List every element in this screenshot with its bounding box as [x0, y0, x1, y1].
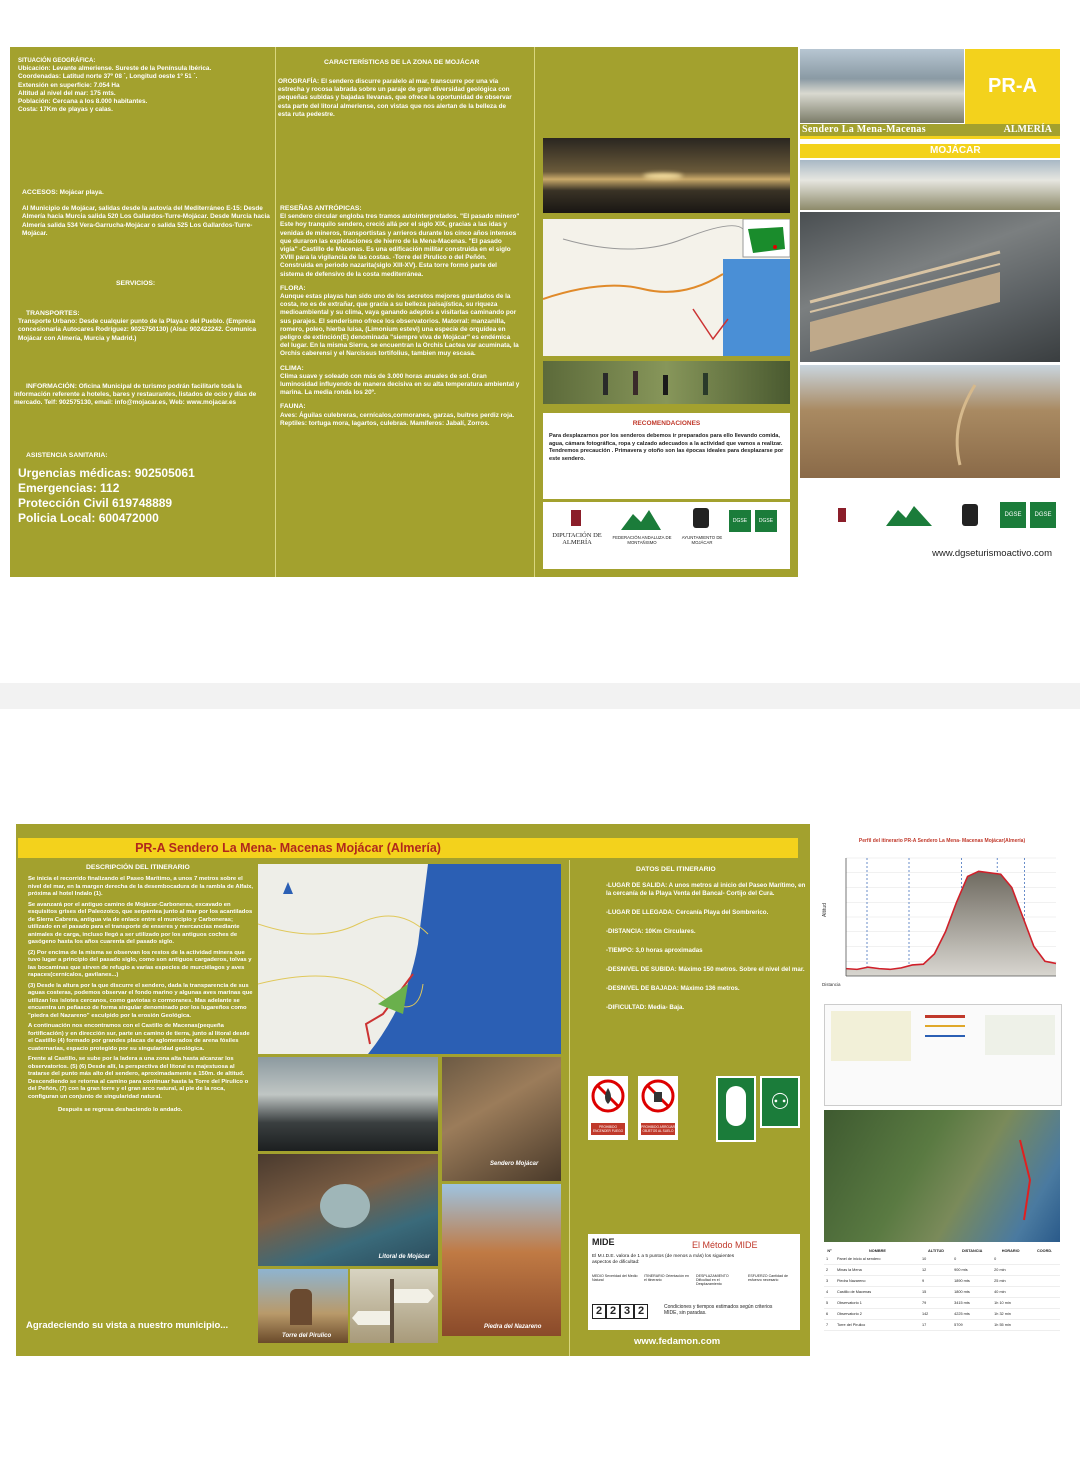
desc-body — [28, 876, 254, 1115]
fold-line — [534, 47, 535, 577]
mide-scores — [592, 1304, 648, 1319]
table-cell: 10 — [920, 1254, 952, 1265]
desc-paragraph: Después se regresa deshaciendo lo andado. — [58, 1107, 183, 1113]
desc-paragraph: Se avanzará por el antiguo camino de Mojácar-Carboneras, excavado en esquisitos grises del Paleozoico, que serpentea junto al mar por los acantilados de Sierra Cabrera, antigua vía de enlace entre el municipio y Carboneras; utilizado en el pasado para el transporte de enseres y mercancías mediante animales de carga, incluso llegó a ser utilizado por los antiguos coches de gasógeno hasta los años cuarenta del pasado siglo. — [28, 901, 253, 945]
ayto-shield-icon — [693, 508, 709, 528]
brochure-outer-side — [10, 47, 1052, 577]
table-cell: Observatorio 2 — [835, 1309, 920, 1320]
legend-block — [831, 1011, 911, 1061]
table-header: DISTANCIA — [961, 1249, 983, 1253]
cover-pra-box — [965, 49, 1060, 124]
cover-coast-photo — [800, 160, 1060, 210]
mide-criterion: ITINERARIO Orientación en el itinerario — [644, 1274, 689, 1283]
table-header: HORARIO — [1001, 1249, 1020, 1253]
table-cell: Piedra Nazareno — [835, 1276, 920, 1287]
hiker — [633, 371, 638, 395]
dgse-logo: DGSE — [729, 510, 751, 532]
table-row — [824, 1309, 1060, 1320]
table-cell — [1029, 1320, 1060, 1331]
route-map-svg — [258, 864, 561, 1054]
location-map-svg — [543, 219, 790, 356]
table-cell: 1 — [824, 1254, 835, 1265]
table-cell: 15 — [920, 1287, 952, 1298]
signpost-arrow — [352, 1311, 390, 1325]
fauna-text: Aves: Águilas culebreras, cernícalos,cormoranes, garzas, buitres perdiz roja. Reptiles: tortuga mora, lagartos, culebras. Mamíferos: Jabalí, Zorros. — [280, 411, 515, 427]
table-cell: 1h 32 min — [992, 1309, 1029, 1320]
rock-arch — [320, 1184, 370, 1228]
recom-title: RECOMENDACIONES — [632, 420, 701, 427]
desc-paragraph: (2) Por encima de la misma se observan los restos de la actividad minera que tuvo lugar a principio del pasado siglo, como son antiguos cargaderos, tolvas y las bocaminas que sirven de refugio a varias especies de murciélagos y aves rapaces(cernícalos, gavilanes...) — [28, 949, 252, 978]
geo-line: Ubicación: Levante almeriense. Sureste de la Península Ibérica. — [18, 65, 212, 73]
page2-header: PR-A Sendero La Mena- Macenas Mojácar (Almería) — [135, 841, 441, 855]
photo-label: Sendero Mojácar — [490, 1161, 539, 1167]
diputacion-shield-icon — [571, 510, 581, 526]
pr-marker-icon — [716, 1076, 756, 1142]
datos-line: -DISTANCIA: 10Km Circulares. — [606, 928, 696, 935]
caract-title: CARACTERÍSTICAS DE LA ZONA DE MOJÁCAR — [324, 59, 480, 66]
fold-line — [275, 47, 276, 577]
profile-panel — [816, 832, 1068, 1352]
route-map — [258, 864, 561, 1054]
location-map — [543, 219, 790, 356]
table-cell: 4225 mts — [952, 1309, 992, 1320]
cover-logos — [800, 480, 1060, 575]
photo-label: Torre del Pirulico — [282, 1333, 332, 1339]
marker-shape — [726, 1086, 746, 1126]
datos-line: -DESNIVEL DE SUBIDA: Máximo 150 metros. Sobre el nivel del mar. — [606, 966, 805, 973]
mide-score: 2 — [606, 1304, 620, 1319]
informacion-title: INFORMACIÓN: — [26, 383, 77, 390]
resenas-text: El sendero circular engloba tres tramos autointerpretados. "El pasado minero" Este hoy tranquilo sendero, creció allá por el siglo XIX, gracias a las idas y venidas de mineros, transportistas y arrieros durante los cinco años intensos que duraron las explotaciones de hierro de la Mena-Macenas. "El pasado vigía" -Castillo de Macenas. Es una edificación militar construida en el siglo XVIII para la vigilancia de las costas. -Torre del Pirulico o del Peñón. Construida en periodo nazarita(siglo XIII-XV). Esta torre formó parte del sistema de defensivo de la costa mediterránea. — [280, 213, 520, 278]
path-svg — [800, 365, 1060, 478]
emergency-line: Policia Local: 600472000 — [18, 511, 159, 525]
road-line — [563, 226, 743, 249]
desc-paragraph: (3) Desde la altura por la que discurre el sendero, dada la transparencia de sus aguas costeras, podemos observar el fondo marino y algunas aves marinas que utilizan los islotes cercanos, como gaviotas o cormoranes. Mas adelante se encuentra un peñasco de forma singular denominado por los lugareños como "piedra del Nazareno" esculpido por la erosión Geológica. — [28, 982, 253, 1019]
hiker — [703, 373, 708, 395]
emergencias-list — [18, 466, 268, 526]
walkers-icon: ⚇ — [760, 1076, 800, 1128]
sign-label: PROHIBIDO ENCENDER FUEGO — [592, 1125, 624, 1133]
table-cell: 3415 mts — [952, 1298, 992, 1309]
x-axis-label: Distancia — [822, 982, 841, 987]
table-row — [824, 1298, 1060, 1309]
emergency-line: Urgencias médicas: 902505061 — [18, 466, 195, 480]
datos-line: -DESNIVEL DE BAJADA: Máximo 136 metros. — [606, 985, 740, 992]
recommendations-box — [543, 413, 790, 499]
table-cell: Torre del Pirulico — [835, 1320, 920, 1331]
map-sea — [368, 864, 561, 1054]
geo-title: SITUACIÓN GEOGRÁFICA: — [18, 58, 96, 64]
accesos-section — [22, 189, 272, 238]
transportes-section — [18, 310, 268, 343]
cover-town-photo — [800, 49, 964, 123]
table-cell: 0 — [992, 1254, 1029, 1265]
datos-list — [606, 882, 806, 1012]
desc-paragraph: Se inicia el recorrido finalizando el Paseo Marítimo, a unos 7 metros sobre el nivel del mar, en la margen derecha de la desembocadura de la rambla de Alfaix, próxima al hotel Indalo (1). — [28, 876, 254, 897]
mide-score: 2 — [634, 1304, 648, 1319]
servicios-title: SERVICIOS: — [116, 280, 156, 287]
table-cell: 17 — [920, 1320, 952, 1331]
bridge-svg — [800, 212, 1060, 362]
table-row — [824, 1287, 1060, 1298]
road-line — [543, 274, 723, 299]
table-cell: 1800 mts — [952, 1287, 992, 1298]
emergency-line: Protección Civil 619748889 — [18, 496, 173, 510]
table-cell: Minas la Mena — [835, 1265, 920, 1276]
mide-logo: MIDE — [592, 1237, 615, 1247]
geo-line: Extensión en superficie: 7.054 Ha — [18, 81, 120, 89]
fold-line — [569, 860, 570, 1356]
table-cell: 1890 mts — [952, 1276, 992, 1287]
hikers-svg — [543, 361, 790, 404]
cover-bridge-photo — [800, 212, 1060, 362]
photo-label: Litoral de Mojácar — [378, 1254, 430, 1260]
emergency-line: Emergencias: 112 — [18, 481, 120, 495]
table-cell: 25 min — [992, 1276, 1029, 1287]
table-cell: 1h 10 min — [992, 1298, 1029, 1309]
cover-yellow-rule — [800, 136, 1060, 139]
legend-line — [925, 1015, 965, 1018]
table-row — [824, 1276, 1060, 1287]
table-row — [824, 1254, 1060, 1265]
fauna-title: FAUNA: — [280, 403, 306, 411]
cover-pra: PR-A — [988, 75, 1037, 97]
table-cell: 6 — [824, 1309, 835, 1320]
signpost-svg — [350, 1269, 438, 1343]
legend-block — [985, 1015, 1055, 1055]
table-body — [824, 1254, 1060, 1331]
satellite-route-svg — [824, 1110, 1060, 1242]
north-arrow-icon — [283, 882, 293, 894]
clima-title: CLIMA: — [280, 364, 304, 372]
y-axis-label: Altitud — [822, 903, 828, 917]
cover-path-photo — [800, 365, 1060, 478]
table-cell — [1029, 1309, 1060, 1320]
mide-criterion: MEDIO Severidad del Medio Natural — [592, 1274, 638, 1283]
sanitaria-title: ASISTENCIA SANITARIA: — [26, 452, 108, 459]
fedamon-link[interactable]: www.fedamon.com — [634, 1336, 721, 1347]
table-cell: Castillo de Macenas — [835, 1287, 920, 1298]
mide-intro: El M.I.D.E. valora de 1 a 5 puntos (de menos a más) los siguientes aspectos de dificultad: — [592, 1254, 735, 1265]
table-cell: 4 — [824, 1287, 835, 1298]
legend-line — [925, 1025, 965, 1027]
elevation-profile-chart — [820, 850, 1064, 1000]
datos-line: -DIFICULTAD: Media- Baja. — [606, 1004, 685, 1011]
table-cell: 79 — [920, 1298, 952, 1309]
desc-paragraph: Frente al Castillo, se sube por la ladera a una zona alta hasta alcanzar los observatorios. (5) (6) Desde allí, la perspectiva del litoral es majestuosa al tratarse del punto más alto del sendero, aproximadamente a 150m. de altitud. Descendiendo se retorna al camino para continuar hasta la Torre del Pirulico o del Peñón, (7) con la gran torre y el gran arco natural, al pie de la roca, configuran un conjunto de singularidad natural. — [28, 1056, 249, 1100]
partner-logos — [543, 502, 790, 569]
geo-line: Coordenadas: Latitud norte 37º 08 ´, Longitud oeste 1º 51 ´. — [18, 73, 198, 81]
hiker — [603, 373, 608, 395]
nazareno-photo — [442, 1184, 561, 1336]
desc-title: DESCRIPCIÓN DEL ITINERARIO — [86, 864, 190, 871]
table-cell: 3 — [824, 1276, 835, 1287]
accesos-text: Al Municipio de Mojácar, salidas desde la autovía del Mediterráneo E-15: Desde Almería hacia Murcia salida 520 Los Gallardos-Turre-Mojácar. Desde Murcia hacia Almería salida 534 Vera-Garrucha-Mojácar o salida 525 Los Gallardos-Turre-Mojácar. — [22, 205, 270, 237]
no-fire-icon — [588, 1076, 628, 1116]
geo-line: Altitud al nivel del mar: 175 mts. — [18, 89, 116, 97]
flora-title: FLORA: — [280, 284, 306, 292]
table-cell: Panel de inicio al sendero — [835, 1254, 920, 1265]
table-row — [824, 1265, 1060, 1276]
table-cell — [1029, 1254, 1060, 1265]
informacion-text: Oficina Municipal de turismo podrán facilitarle toda la información referente a hoteles, bares y restaurantes, listados de ocio y días de mercado. Telf: 902575130, email: info@mojacar.es, Web: www.mojacar.es — [14, 383, 257, 407]
thanks-text: Agradeciendo su vista a nuestro municipio... — [26, 1320, 229, 1331]
accesos-title: ACCESOS: — [22, 189, 58, 196]
flora-text: Aunque estas playas han sido uno de los secretos mejores guardados de la costa, no es de extrañar, que gracia a su belleza paisajística, su riqueza medioambiental y su clima, vaya ganando adeptos a visitarlas caminando por sus parajes. El senderismo ofrece los observatorios. Matorral: manzanilla, romero, poleo, hierba luisa, (Limonium estevi) una especie de orquídea en peligro de extinción(E) denominada "siempre viva de Mojácar" es endémica del lugar. En la misma Sierra, se encuentran la Orchis Lactea var acuminata, la Orchis caberensi y el Narcissus tortifolius, tambien muy escasa. — [280, 293, 519, 358]
table-header: Nº — [827, 1249, 832, 1253]
page2-header-bar — [18, 838, 798, 858]
datos-line: -LUGAR DE LLEGADA: Cercanía Playa del Sombrerico. — [606, 909, 769, 916]
cover-title: Sendero La Mena-Macenas — [802, 124, 926, 135]
transportes-text: Transporte Urbano: Desde cualquier punto de la Playa o del Pueblo. (Empresa concesionaria Autocares Rodríguez: 9025750130) (Alsa: 902422242. Comunica Mojácar con Almería, Murcia y Madrid.) — [18, 318, 257, 342]
mide-criterion: ESFUERZO Cantidad de esfuerzo necesario — [748, 1274, 788, 1283]
table-cell: 0 — [952, 1254, 992, 1265]
sign-label: PROHIBIDO ARROJAR OBJETOS AL SUELO — [641, 1125, 675, 1133]
arch-photo — [258, 1154, 438, 1266]
mide-criteria — [592, 1274, 798, 1287]
hikers-photo — [543, 361, 790, 404]
hiker — [663, 375, 668, 395]
table-cell: 12 — [920, 1265, 952, 1276]
diputacion-shield-icon — [838, 508, 846, 522]
mide-score: 2 — [592, 1304, 606, 1319]
table-cell — [1029, 1265, 1060, 1276]
sea-area — [723, 259, 790, 356]
satellite-image — [824, 1110, 1060, 1242]
table-cell: 7 — [824, 1320, 835, 1331]
signpost-arrow — [394, 1289, 434, 1303]
mide-box — [588, 1234, 800, 1330]
sea-photo — [258, 1057, 438, 1151]
cover-title-bar — [800, 124, 1060, 136]
mide-criterion: DESPLAZAMIENTO Dificultad en el Desplazamiento — [696, 1274, 729, 1287]
cover-almeria: ALMERÍA — [1003, 124, 1052, 135]
transportes-title: TRANSPORTES: — [26, 310, 80, 317]
table-header: COORD. — [1036, 1249, 1053, 1253]
dgse-logo: DGSE — [755, 510, 777, 532]
table-cell: 9 — [920, 1276, 952, 1287]
map-green-area — [378, 984, 408, 1014]
table-cell: 2 — [824, 1265, 835, 1276]
map-legend — [824, 1004, 1062, 1106]
profile-title: Perfil del itinerario PR-A Sendero La Mena- Macenas Mojácar(Almería) — [858, 838, 1026, 844]
geo-line: Costa: 17Km de playas y calas. — [18, 106, 113, 114]
no-litter-icon — [638, 1076, 678, 1116]
signpost-photo — [350, 1269, 438, 1343]
cover-mojacar: MOJÁCAR — [930, 145, 981, 156]
tower-shape — [290, 1289, 312, 1325]
photo-label: Piedra del Nazareno — [484, 1324, 542, 1330]
orografia-text: OROGRAFÍA: El sendero discurre paralelo al mar, transcurre por una vía estrecha y rocosa labrada sobre un paraje de gran diversidad geológica con pequeñas subidas y bajadas llevanas, que ofrece la oportunidad de observar esta parte del litoral almeriense, con vistas que nos alertan de la belleza de esta ruta pedestre. — [278, 78, 512, 118]
datos-line: -LUGAR DE SALIDA: A unos metros al inicio del Paseo Marítimo, en la cercanía de la Playa Venta del Bancal- Cortijo del Cura. — [606, 882, 806, 897]
fam-logo: FEDERACIÓN ANDALUZA DE MONTAÑISMO — [612, 535, 672, 545]
table-cell: 5709 — [952, 1320, 992, 1331]
satellite-route — [1020, 1140, 1030, 1220]
legend-line — [925, 1035, 965, 1037]
no-fire-sign — [588, 1076, 628, 1140]
desc-paragraph: A continuación nos encontramos con el Castillo de Macenas(pequeña fortificación) y en dirección sur, parte un camino de tierra, junto al litoral desde el Castillo (4) formado por grandes placas de aglomerados de arena fósiles cuaternarias, espacio protegido por su singularidad geológica. — [28, 1023, 250, 1052]
datos-title: DATOS DEL ITINERARIO — [636, 866, 716, 873]
table-cell: Observatorio 1 — [835, 1298, 920, 1309]
signpost-pole — [390, 1279, 394, 1343]
dgse-logo: DGSE — [1000, 502, 1026, 528]
waypoints-table — [824, 1248, 1060, 1331]
table-cell — [1029, 1298, 1060, 1309]
table-cell: 900 mts — [952, 1265, 992, 1276]
sunset-photo — [543, 138, 790, 213]
geo-section — [18, 57, 273, 114]
sun-reflection — [643, 173, 683, 179]
tower-photo — [258, 1269, 348, 1343]
table-cell: 142 — [920, 1309, 952, 1320]
table-header: ALTITUD — [928, 1249, 945, 1253]
diputacion-logo: DIPUTACIÓN DE ALMERÍA — [552, 532, 602, 546]
table-cell: 20 min — [992, 1265, 1029, 1276]
datos-line: -TIEMPO: 3,0 horas aproximadas — [606, 947, 703, 954]
dgse-logo: DGSE — [1030, 502, 1056, 528]
clima-text: Clima suave y soleado con más de 3.000 horas anuales de sol. Gran luminosidad influyendo de manera decisiva en su alta temperatura ambiental y marina. La media ronda los 20º. — [280, 372, 520, 397]
mide-score: 3 — [620, 1304, 634, 1319]
geo-line: Población: Cercana a los 8.000 habitantes. — [18, 98, 148, 106]
table-cell — [1029, 1276, 1060, 1287]
recom-text: Para desplazarnos por los senderos debemos ir preparados para ello llevando comida, agua, cámara fotográfica, ropa y calzado adecuados a la actividad que vamos a realizar. Tendremos precaución . Primavera y otoño son las épocas ideales para desplazarse por este sendero. — [549, 433, 784, 462]
fam-mountain-icon — [619, 508, 663, 532]
no-litter-sign — [638, 1076, 678, 1140]
table-cell — [1029, 1287, 1060, 1298]
route-line — [693, 309, 728, 339]
mide-note: Condiciones y tiempos estimados según criterios MIDE, sin paradas. — [664, 1304, 773, 1316]
mide-title: El Método MIDE — [692, 1240, 758, 1250]
table-cell: 1h 55 min — [992, 1320, 1029, 1331]
spain-shape — [748, 227, 785, 253]
fam-mountain-icon — [884, 504, 934, 528]
table-row — [824, 1320, 1060, 1331]
informacion-section — [14, 383, 268, 408]
location-dot — [773, 245, 777, 249]
table-header: NOMBRE — [869, 1249, 886, 1253]
ayto-logo: AYUNTAMIENTO DE MOJÁCAR — [681, 535, 723, 545]
resenas-section — [280, 205, 520, 428]
map-road — [258, 916, 428, 934]
resenas-title: RESEÑAS ANTRÓPICAS: — [280, 205, 362, 212]
page-gap — [0, 683, 1080, 709]
table-cell: 40 min — [992, 1287, 1029, 1298]
fence-line — [957, 385, 975, 465]
bridge-deck — [810, 272, 1000, 352]
table-cell: 5 — [824, 1298, 835, 1309]
brochure-inner-side — [16, 824, 1053, 1356]
cover-web[interactable]: www.dgseturismoactivo.com — [932, 548, 1052, 559]
trail-photo — [442, 1057, 561, 1181]
ayto-shield-icon — [962, 504, 978, 526]
accesos-sub: Mojácar playa. — [59, 189, 104, 196]
cover-mojacar-bar — [800, 144, 1060, 158]
